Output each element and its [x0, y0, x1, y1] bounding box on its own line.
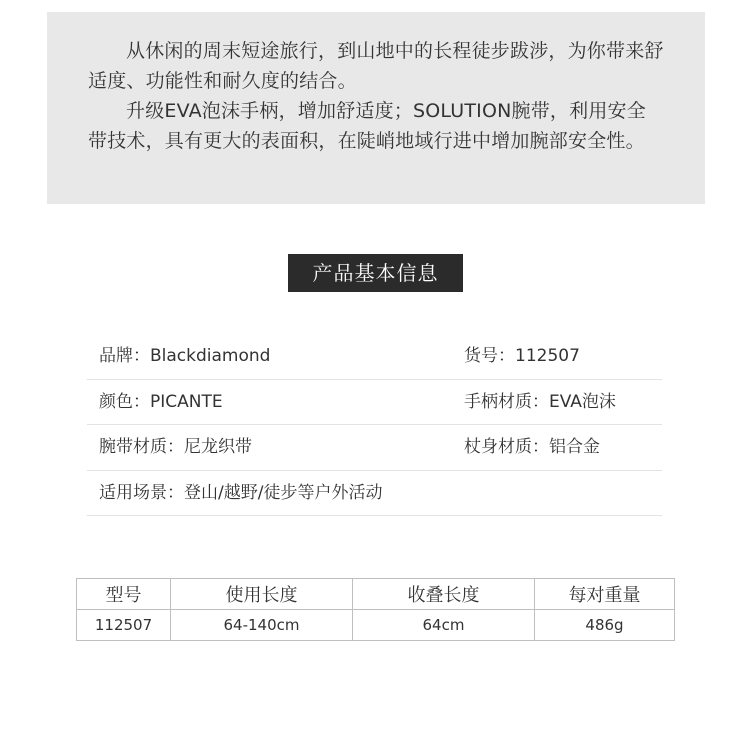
spec-cell-use-length: 64-140cm — [171, 610, 353, 641]
info-row-brand — [87, 334, 662, 380]
info-item-number: 货号：112507 — [464, 346, 580, 366]
table-row — [77, 610, 675, 641]
spec-header-model: 型号 — [77, 579, 171, 610]
info-grip-material: 手柄材质：EVA泡沫 — [464, 391, 616, 412]
section-title: 产品基本信息 — [288, 254, 463, 292]
info-row-strap — [87, 425, 662, 471]
intro-paragraph-2: 升级EVA泡沫手柄，增加舒适度；SOLUTION腕带，利用安全带技术，具有更大的表面积，在陡峭地域行进中增加腕部安全性。 — [88, 100, 646, 152]
info-color: 颜色：PICANTE — [99, 391, 223, 412]
spec-header-weight: 每对重量 — [535, 579, 675, 610]
info-brand: 品牌：Blackdiamond — [99, 346, 271, 366]
spec-table-header-row — [77, 579, 675, 610]
spec-table — [76, 578, 675, 641]
info-row-color — [87, 380, 662, 426]
info-row-usage — [87, 471, 662, 517]
info-strap-material: 腕带材质：尼龙织带 — [99, 437, 252, 457]
spec-cell-weight: 486g — [535, 610, 675, 641]
spec-cell-model: 112507 — [77, 610, 171, 641]
info-shaft-material: 杖身材质：铝合金 — [464, 437, 600, 457]
spec-cell-folded-length: 64cm — [353, 610, 535, 641]
intro-paragraph-1: 从休闲的周末短途旅行，到山地中的长程徒步跋涉，为你带来舒适度、功能性和耐久度的结合。 — [88, 40, 664, 92]
spec-header-folded-length: 收叠长度 — [353, 579, 535, 610]
info-usage-scenarios: 适用场景：登山/越野/徒步等户外活动 — [99, 482, 383, 503]
spec-header-use-length: 使用长度 — [171, 579, 353, 610]
product-info-list — [87, 334, 662, 516]
intro-description-box — [47, 12, 705, 204]
